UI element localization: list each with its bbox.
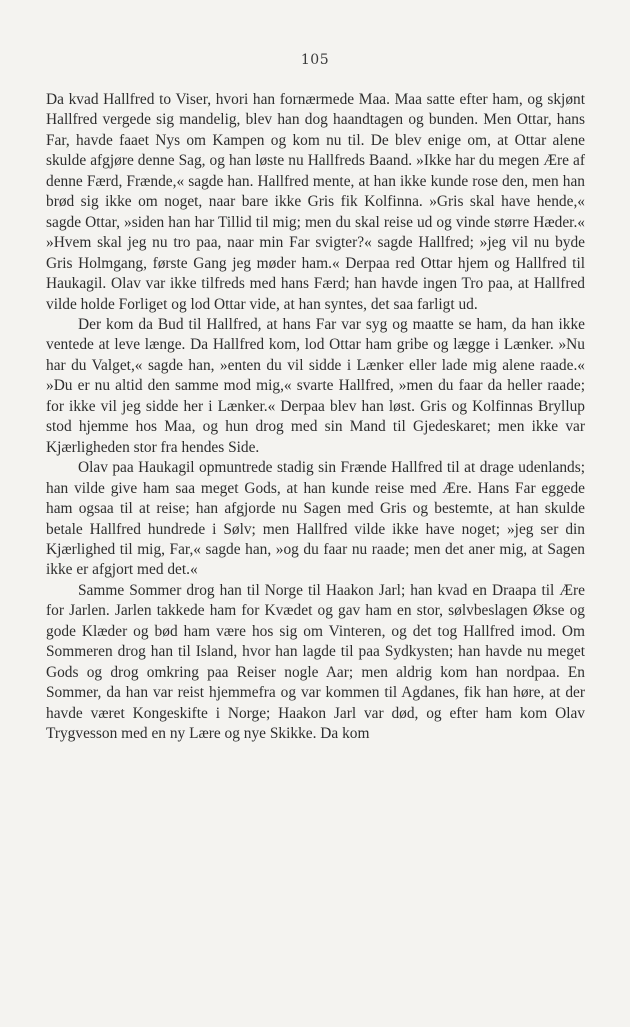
page-number: 105 bbox=[300, 52, 330, 68]
body-text bbox=[46, 90, 585, 745]
paragraph-1: Da kvad Hallfred to Viser, hvori han fornærmede Maa. Maa satte efter ham, og skjønt Hallfred vergede sig mandelig, blev han dog haandtagen og bunden. Men Ottar, hans Far, havde faaet Nys om Kampen og kom nu til. De blev enige om, at Ottar alene skulde afgjøre denne Sag, og han løste nu Hallfreds Baand. »Ikke har du megen Ære af denne Færd, Frænde,« sagde han. Hallfred mente, at han ikke kunde rose den, men han brød sig ikke om noget, naar bare ikke Gris fik Kolfinna. »Gris skal have hende,« sagde Ottar, »siden han har Tillid til mig; men du skal reise ud og vinde større Hæder.« »Hvem skal jeg nu tro paa, naar min Far svigter?« sagde Hallfred; »jeg vil nu byde Gris Holmgang, første Gang jeg møder ham.« Derpaa red Ottar hjem og Hallfred til Haukagil. Olav var ikke tilfreds med hans Færd; han havde ingen Tro paa, at Hallfred vilde holde Forliget og lod Ottar vide, at han syntes, det saa farligt ud. bbox=[46, 91, 585, 313]
paragraph-4: Samme Sommer drog han til Norge til Haakon Jarl; han kvad en Draapa til Ære for Jarlen. Jarlen takkede ham for Kvædet og gav ham en stor, sølvbeslagen Økse og gode Klæder og bød ham være hos sig om Vinteren, og det tog Hallfred imod. Om Sommeren drog han til Island, hvor han lagde til paa Sydkysten; han havde nu meget Gods og drog omkring paa Reiser nogle Aar; men aldrig kom han nordpaa. En Sommer, da han var reist hjemmefra og var kommen til Agdanes, fik han høre, at der havde været Kongeskifte i Norge; Haakon Jarl var død, og efter ham kom Olav Trygvesson med en ny Lære og nye Skikke. Da kom bbox=[46, 581, 585, 743]
paragraph-3: Olav paa Haukagil opmuntrede stadig sin Frænde Hallfred til at drage udenlands; han vilde give ham saa meget Gods, at han kunde reise med Ære. Hans Far eggede ham ogsaa til at reise; han afgjorde nu Sagen med Gris og bestemte, at han skulde betale Hallfred hundrede i Sølv; men Hallfred vilde ikke have noget; »jeg ser din Kjærlighed til mig, Far,« sagde han, »og du faar nu raade; men det aner mig, at Sagen ikke er afgjort med det.« bbox=[46, 459, 585, 579]
paragraph-2: Der kom da Bud til Hallfred, at hans Far var syg og maatte se ham, da han ikke ventede at leve længe. Da Hallfred kom, lod Ottar ham gribe og lægge i Lænker. »Nu har du Valget,« sagde han, »enten du vil sidde i Lænker eller lade mig alene raade.« »Du er nu altid den samme mod mig,« svarte Hallfred, »men du faar da heller raade; for ikke vil jeg sidde her i Lænker.« Derpaa blev han løst. Gris og Kolfinnas Bryllup stod hjemme hos Maa, og hun drog med sin Mand til Gjedeskaret; men ikke var Kjærligheden stor fra hendes Side. bbox=[46, 315, 585, 456]
